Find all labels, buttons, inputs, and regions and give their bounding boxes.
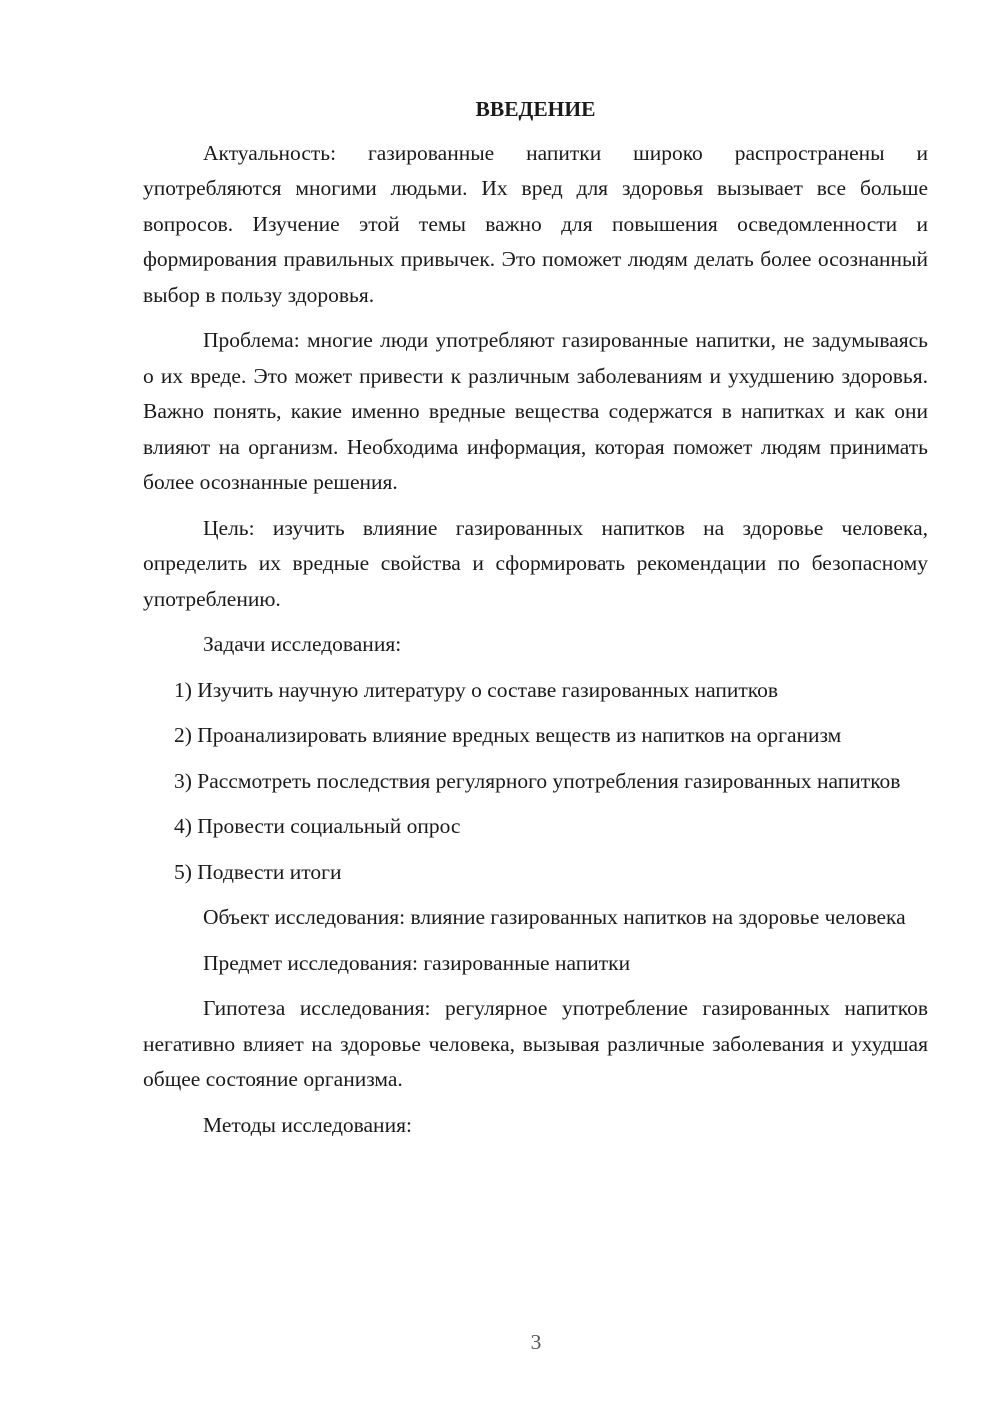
task-item: 3) Рассмотреть последствия регулярного употребления газированных напитков	[174, 768, 901, 793]
paragraph-subject: Предмет исследования: газированные напитки	[203, 950, 631, 975]
paragraph-tasks-heading: Задачи исследования:	[203, 632, 402, 656]
page-number: 3	[530, 1330, 542, 1354]
paragraph-problem: Проблема: многие люди употребляют газированные напитки, не задумываясь о их вреде. Это может привести к различным заболеваниям и ухудшению здоровья. Важно понять, какие именно вредные вещества содержатся в напитках и как они влияют на организм. Необходима информация, которая поможет людям принимать более осознанные решения.	[143, 328, 928, 494]
paragraph-hypothesis: Гипотеза исследования: регулярное употребление газированных напитков негативно влияет на здоровье человека, вызывая различные заболевания и ухудшая общее состояние организма.	[143, 996, 928, 1091]
section-title-text: ВВЕДЕНИЕ	[475, 97, 596, 121]
paragraph-goal: Цель: изучить влияние газированных напитков на здоровье человека, определить их вредные свойства и сформировать рекомендации по безопасному употреблению.	[143, 515, 928, 611]
task-item: 5) Подвести итоги	[174, 859, 342, 884]
paragraph-methods: Методы исследования:	[203, 1112, 412, 1137]
task-item: 1) Изучить научную литературу о составе газированных напитков	[174, 677, 778, 702]
paragraph-relevance: Актуальность: газированные напитки широко распространены и употребляются многими людьми. Их вред для здоровья вызывает все больше вопросов. Изучение этой темы важно для повышения осведомленности и формирования правильных привычек. Это поможет людям делать более осознанный выбор в пользу здоровья.	[143, 140, 928, 307]
task-item: 4) Провести социальный опрос	[174, 814, 461, 838]
section-title	[143, 92, 928, 128]
document-page	[143, 92, 928, 1143]
paragraph-object: Объект исследования: влияние газированных напитков на здоровье человека	[203, 905, 906, 929]
task-item: 2) Проанализировать влияние вредных веществ из напитков на организм	[174, 723, 842, 747]
